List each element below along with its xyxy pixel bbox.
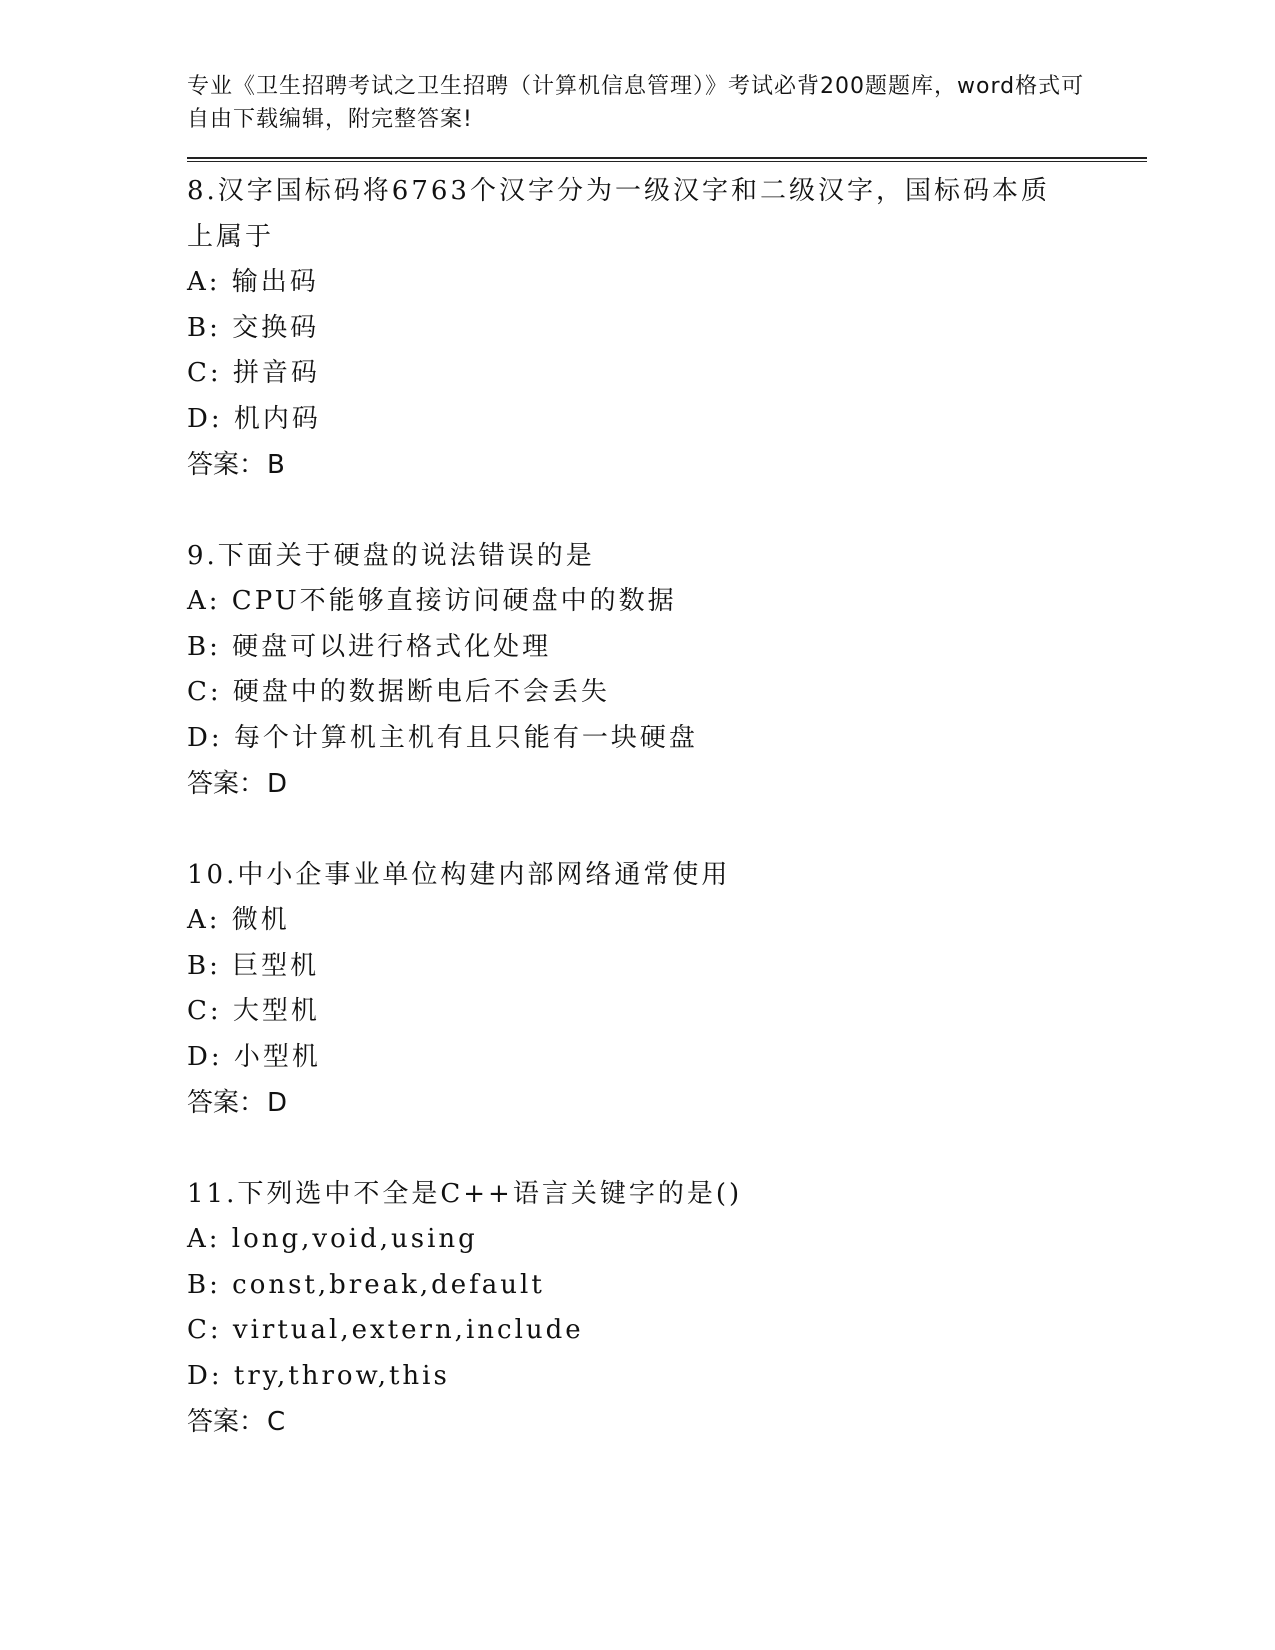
answer-label: 答案： <box>187 769 266 799</box>
option-d: D: 机内码 <box>187 403 321 434</box>
answer-line <box>187 442 1147 488</box>
option-d: D: 每个计算机主机有且只能有一块硬盘 <box>187 722 698 753</box>
answer-value: D <box>267 1088 288 1118</box>
answer-label: 答案： <box>187 450 266 480</box>
document-page <box>187 70 1147 1490</box>
question-stem: 10.中小企事业单位构建内部网络通常使用 <box>187 860 731 890</box>
answer-line <box>187 761 1147 807</box>
question-list <box>187 168 1147 1445</box>
question-item <box>187 168 1147 488</box>
option-d: D: 小型机 <box>187 1041 321 1072</box>
option-a: A: long,void,using <box>187 1224 478 1254</box>
option-c: C: virtual,extern,include <box>187 1315 584 1345</box>
option-b: B: const,break,default <box>187 1269 545 1300</box>
option-b: B: 巨型机 <box>187 950 320 981</box>
answer-value: B <box>267 450 285 480</box>
answer-label: 答案： <box>187 1407 266 1437</box>
answer-line <box>187 1080 1147 1126</box>
document-header: 专业《卫生招聘考试之卫生招聘（计算机信息管理）》考试必背200题题库，word格式可自由下载编辑，附完整答案! <box>187 74 1085 132</box>
option-b: B: 交换码 <box>187 312 320 343</box>
question-stem: 11.下列选中不全是C++语言关键字的是() <box>187 1179 743 1209</box>
question-item <box>187 533 1147 807</box>
option-c: C: 拼音码 <box>187 358 320 388</box>
question-stem: 9.下面关于硬盘的说法错误的是 <box>187 541 595 571</box>
answer-value: D <box>267 769 288 799</box>
option-a: A: 输出码 <box>187 267 319 297</box>
header-divider <box>187 157 1147 162</box>
question-item <box>187 1171 1147 1445</box>
question-item <box>187 852 1147 1126</box>
question-stem: 8.汉字国标码将6763个汉字分为一级汉字和二级汉字，国标码本质上属于 <box>187 176 1050 252</box>
option-b: B: 硬盘可以进行格式化处理 <box>187 631 552 662</box>
option-c: C: 硬盘中的数据断电后不会丢失 <box>187 677 610 707</box>
option-d: D: try,throw,this <box>187 1360 450 1391</box>
answer-label: 答案： <box>187 1088 266 1118</box>
option-c: C: 大型机 <box>187 996 320 1026</box>
option-a: A: CPU不能够直接访问硬盘中的数据 <box>187 586 677 616</box>
option-a: A: 微机 <box>187 905 290 935</box>
answer-value: C <box>267 1407 286 1437</box>
answer-line <box>187 1399 1147 1445</box>
